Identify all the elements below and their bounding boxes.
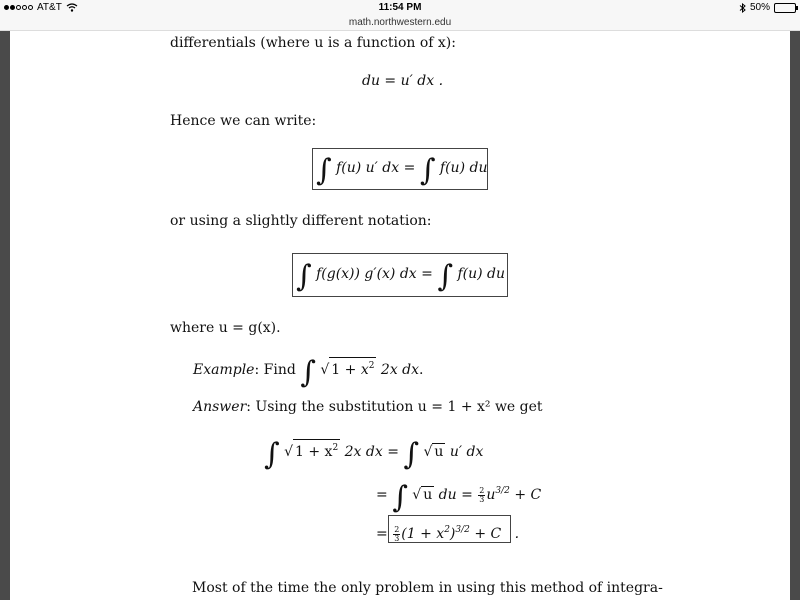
equation-du: du = u′ dx . <box>362 73 444 89</box>
where-line: where u = g(x). <box>170 320 281 336</box>
left-margin <box>0 31 10 600</box>
example-find: : Find <box>254 362 296 378</box>
answer-text: : Using the substitution u = 1 + x² we get <box>246 399 543 415</box>
bluetooth-icon <box>739 3 746 13</box>
derivation-line-3: = $\frac{2}{3}$ $(1 + x^2)^{3/2} + C$ . <box>376 525 520 543</box>
url-bar[interactable]: math.northwestern.edu <box>0 16 800 31</box>
status-bar <box>0 0 800 16</box>
derivation-line-2: = ∫ √ u du = $\frac{2}{3}$ $u^{3/2} + C$ <box>376 480 542 515</box>
formula-2-rhs: f(u) du <box>457 266 505 282</box>
integral-sign: ∫ <box>419 153 436 188</box>
hence-line: Hence we can write: <box>170 113 317 129</box>
alternative-notation-line: or using a slightly different notation: <box>170 213 432 229</box>
integral-sign: ∫ <box>316 153 332 188</box>
status-right <box>739 2 796 13</box>
carrier-name: AT&T <box>37 2 62 13</box>
derivation-line-1: ∫ √ $1 + x^2$ 2x dx = ∫ √ u u′ dx <box>264 437 484 472</box>
sqrt-expression: √ $1 + x^2$ <box>320 357 376 379</box>
integral-sign: ∫ <box>296 259 312 294</box>
answer-label: Answer <box>193 399 247 415</box>
example-line: Example: Find ∫ √ $1 + x^2$ 2x dx. <box>193 355 424 390</box>
page-content <box>10 31 790 600</box>
final-paragraph: Most of the time the only problem in using this method of integra- <box>192 580 663 596</box>
integral-sign: ∫ <box>300 355 316 390</box>
battery-percent: 50% <box>749 2 770 13</box>
right-margin <box>790 31 800 600</box>
boxed-formula-2-text <box>296 259 505 294</box>
formula-2-lhs: f(g(x)) g′(x) dx = <box>316 266 433 282</box>
answer-line <box>193 398 543 416</box>
formula-1-rhs: f(u) du <box>439 160 488 176</box>
boxed-formula-1-text <box>316 153 488 188</box>
status-time: 11:54 PM <box>378 2 422 13</box>
formula-1-lhs: f(u) u′ dx = <box>336 160 416 176</box>
integral-sign: ∫ <box>437 259 453 294</box>
example-label: Example <box>193 362 255 378</box>
battery-icon <box>774 3 796 13</box>
intro-line: differentials (where u is a function of x): <box>170 35 456 51</box>
